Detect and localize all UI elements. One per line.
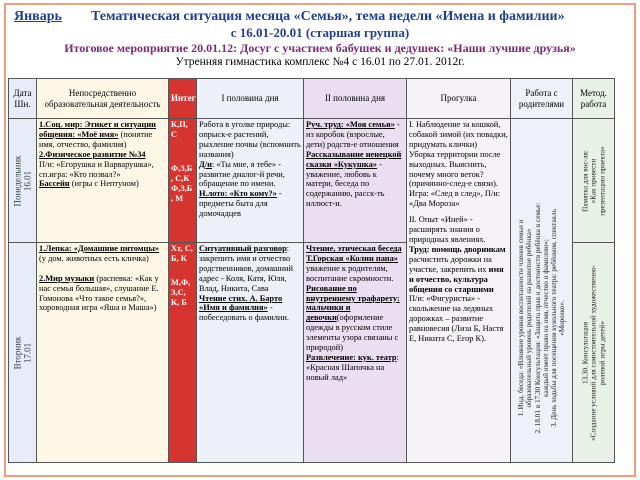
header-final-event: Итоговое мероприятие 20.01.12: Досуг с участием бабушек и дедушек: «Наши лучшие друзья» [64,41,576,55]
integration-codes: Ф,З,Б , С,К Ф,З,Б , М [171,163,193,203]
walk-cell [407,119,511,463]
method-cell [573,243,615,463]
header-dates: с 16.01-20.01 (старшая группа) [230,25,410,40]
integration-codes: Хт, С, Б, К [171,244,193,263]
integration-codes: М,Ф, З,С, К, Б [171,277,191,307]
activity-title: Развлечение: кук. театр [306,352,397,362]
walk-text: I. Наблюдение за кошкой, собакой зимой (их повадки, придумать клички) [409,120,508,149]
activity-title: Рисование по внутреннему трафарету: мальчики и девочки [306,283,400,323]
col-direct-activity: Непосредственно образовательная деятельность [37,79,169,119]
direct-cell [37,119,169,243]
activity-text: - из коробок (взрослые, дети) родств-е отношения [306,120,400,149]
activity-text: П/и: «Егорушка и Варварушка», сп.игра: «Кто позвал?» [39,159,154,179]
schedule-table [8,78,615,463]
walk-text: расчистить дорожки на участке, закрепить их [409,254,492,274]
col-parents: Работа с родителями [511,79,573,119]
integration-cell [169,119,197,243]
col-walk: Прогулка [407,79,511,119]
activity-text: (у дом. животных есть кличка) [39,253,149,263]
col-first-half: I половина дня [197,79,304,119]
first-half-cell [197,243,304,463]
method-text: 13.30. Консультация «Создание условий для самостоятельной художественно- ролевой игры детей» [581,264,606,441]
direct-cell [37,243,169,463]
date-cell [9,243,37,463]
activity-text: (распевка: «Как у нас семья большая», слушание Е. Гомонова «Что такое семья?», хороводная игра «Яша и Маша») [39,273,159,313]
activity-text: : «Ты мне, я тебе» - развитие диалог-й речи, обращение по имени. [199,159,285,189]
activity-title: 2.Физическое развитие №34 [39,149,146,159]
walk-text: II. Опыт «Иней» - расширять знания о природных явлениях. [409,215,486,244]
activity-text: - уважение, любовь к матери, беседа по содержанию, расск-ть иллюст-и. [306,159,385,209]
col-method: Метод. работа [573,79,615,119]
header-line1 [14,9,565,25]
activity-title: Чтение, этическая беседа Т.Горская «Колин папа» [306,244,402,263]
header-exercise: Утренняя гимнастика комплекс №4 с 16.01 по 27.01. 2012г. [175,56,465,68]
first-half-cell [197,119,304,243]
second-half-cell [304,119,407,243]
walk-text: П/и: «Фигуристы» - скольжение на ледяных дорожках – развитие равновесия (Лиза Б, Настя Е, Никита С, Егор К). [409,294,504,344]
month-label: Январь [14,9,62,24]
table-row [9,119,615,243]
col-integration: Интег [169,79,197,119]
method-cell [573,119,615,243]
activity-text: Работа в уголке природы: опрыск-е растений, рыхление почвы (вспомнить названия) [199,120,301,159]
activity-title: Д/и [199,159,212,169]
col-second-half: II половина дня [304,79,407,119]
activity-text: (понятие имя, отчество, фамилия) [39,129,153,149]
activity-title: Рассказывание ненецкой сказки «Кукушка» [306,149,402,169]
activity-text: (оформление одежды в русском стиле элементы узора связаны с природой) [306,313,399,353]
parents-list: 1. Инд. беседа: «Влияние уровня воспитанности членов семьи и образовательный уровень родителей на развитие ребёнка» 2. 18.01 в 17.30 Консультация: «Защита прав и достоинств ребёнка в семье: каждый имеет право на имя, отчество и фамилию»; 3. День ходьбы для посещения кукольного театра: ребёнком, спектакль «Морозко». [516,202,567,434]
day-label: Понедельник 16.01 [12,155,33,206]
second-half-cell [304,243,407,463]
activity-text: уважение к родителям, воспитание скромности. [306,263,394,283]
integration-cell [169,243,197,463]
date-cell [9,119,37,243]
activity-text: (игры с Нептуном) [69,179,139,189]
activity-title: Н.лото: «Кто кому?» [199,189,277,199]
method-text: Памятка для вос-ля: «Как провести презентацию проекта» [581,145,606,216]
activity-title: Бассейн [39,179,70,189]
activity-title: 1.Лепка: «Домашние питомцы» [39,244,160,253]
walk-title: Труд: помощь дворникам [409,244,506,254]
activity-text: : «Красная Шапочка на новый лад» [306,352,399,382]
activity-title: Руч. труд: «Моя семья» [306,120,395,129]
activity-text: - предметы быта для домочадцев [199,189,282,219]
activity-title: 2.Мир музыки [39,273,95,283]
walk-title: имя и отчество, культура общения со старшими [409,264,504,294]
activity-title: Ситуативный разговор [199,244,287,253]
activity-title: 1.Соц. мир: Этикет и ситуации общения: «Моё имя» [39,120,156,139]
activity-text: : закрепить имя и отчество родственников, домашний адрес - Коля, Катя, Юля, Влад, Никита, Сава [199,244,293,293]
day-label: Вторник 17.01 [12,336,33,369]
integration-codes: К,П, С [171,120,188,139]
parents-cell [511,119,573,463]
activity-text: - побеседовать о фамилии. [199,303,289,323]
activity-title: Чтение стих. А. Барто «Имя и фамилия» [199,293,283,313]
walk-text: Уборка территории после выходных. Выяснить, почему много веток? (причинно-след-е связи). Игра: «След в след», П/и: «Два Мороза» [409,149,501,209]
theme-title: Тематическая ситуация месяца «Семья», тема недели «Имена и фамилии» [90,9,565,24]
col-date: Дата Шн. [9,79,37,119]
